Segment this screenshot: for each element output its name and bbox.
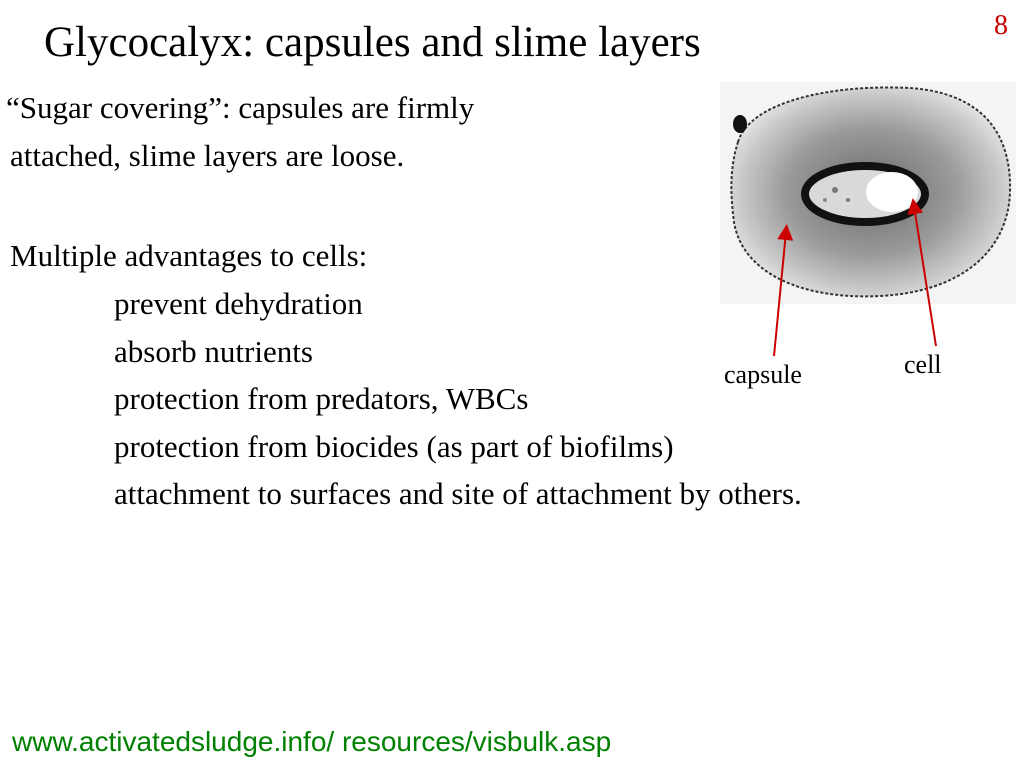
source-link[interactable]: www.activatedsludge.info/ resources/visbulk.asp bbox=[12, 726, 612, 757]
advantage-item: prevent dehydration bbox=[114, 286, 363, 321]
capsule-micrograph bbox=[720, 82, 1016, 304]
advantage-item: protection from predators, WBCs bbox=[114, 381, 529, 416]
advantage-item: absorb nutrients bbox=[114, 334, 313, 369]
slide-title: Glycocalyx: capsules and slime layers bbox=[44, 19, 701, 66]
capsule-label: capsule bbox=[724, 360, 802, 389]
cell-label: cell bbox=[904, 350, 942, 379]
intro-line-1: “Sugar covering”: capsules are firmly bbox=[6, 90, 475, 125]
advantage-item: attachment to surfaces and site of attachment by others. bbox=[114, 476, 802, 511]
advantage-item: protection from biocides (as part of biofilms) bbox=[114, 429, 674, 464]
slide-number: 8 bbox=[994, 10, 1008, 41]
advantages-heading: Multiple advantages to cells: bbox=[10, 238, 368, 273]
intro-line-2: attached, slime layers are loose. bbox=[10, 138, 405, 173]
